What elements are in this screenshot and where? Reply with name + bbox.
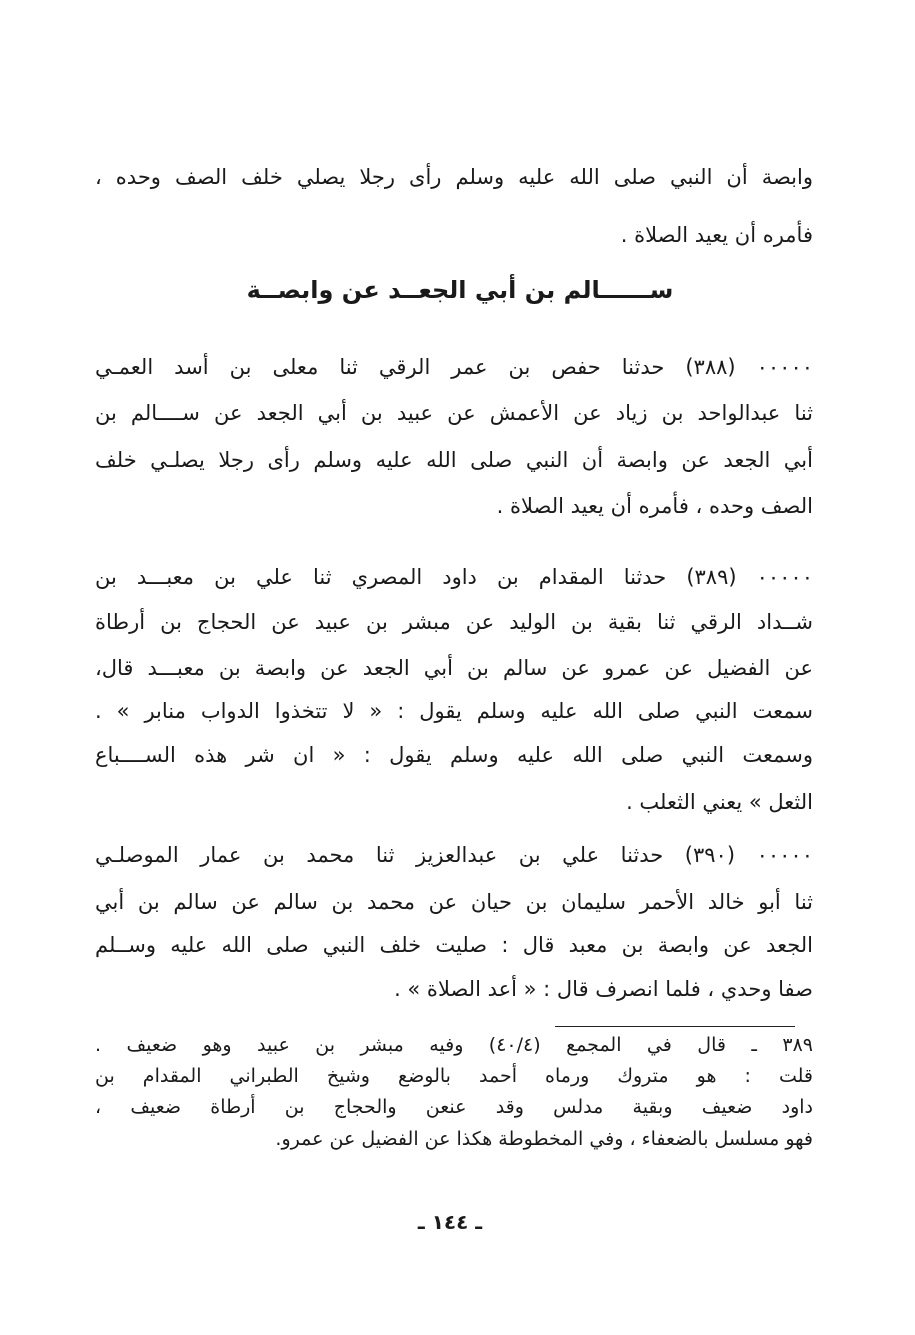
hadith-388-line: الصف وحده ، فأمره أن يعيد الصلاة . <box>496 494 813 518</box>
hadith-389-line: الثعل » يعني الثعلب . <box>626 790 813 814</box>
hadith-389-line: ٠٠٠٠٠ (٣٨٩) حدثنا المقدام بن داود المصري ثنا علي بن معبـــد بن <box>95 565 813 589</box>
footnote-line: داود ضعيف وبقية مدلس وقد عنعن والحجاج بن أرطاة ضعيف ، <box>95 1096 813 1118</box>
page-number: ـ ١٤٤ ـ <box>417 1210 483 1234</box>
footnote-divider <box>555 1026 795 1027</box>
hadith-388-line: ثنا عبدالواحد بن زياد عن الأعمش عن عبيد بن أبي الجعد عن ســــالم بن <box>95 401 813 425</box>
hadith-389-line: عن الفضيل عن عمرو عن سالم بن أبي الجعد عن وابصة بن معبـــد قال، <box>95 656 813 680</box>
hadith-390-line: صفا وحدي ، فلما انصرف قال : « أعد الصلاة » . <box>394 977 813 1001</box>
hadith-390-line: الجعد عن وابصة بن معبد قال : صليت خلف النبي صلى الله عليه وســلم <box>95 933 813 957</box>
hadith-389-line: شــداد الرقي ثنا بقية بن الوليد عن مبشر بن عبيد عن الحجاج بن أرطاة <box>95 610 813 634</box>
hadith-388-line: أبي الجعد عن وابصة أن النبي صلى الله عليه وسلم رأى رجلا يصلـي خلف <box>95 448 813 472</box>
section-heading: ســــــالم بن أبي الجعــد عن وابصــة <box>246 276 674 304</box>
hadith-389-line: وسمعت النبي صلى الله عليه وسلم يقول : « ان شر هذه الســــباع <box>95 743 813 767</box>
hadith-388-line: ٠٠٠٠٠ (٣٨٨) حدثنا حفص بن عمر الرقي ثنا معلى بن أسد العمـي <box>95 355 813 379</box>
hadith-390-line: ثنا أبو خالد الأحمر سليمان بن حيان عن محمد بن سالم عن سالم بن أبي <box>95 890 813 914</box>
footnote-line: قلت : هو متروك ورماه أحمد بالوضع وشيخ الطبراني المقدام بن <box>95 1065 813 1087</box>
hadith-390-line: ٠٠٠٠٠ (٣٩٠) حدثنا علي بن عبدالعزيز ثنا محمد بن عمار الموصلـي <box>95 843 813 867</box>
footnote-line: ٣٨٩ ـ قال في المجمع (٤٠/٤) وفيه مبشر بن عبيد وهو ضعيف . <box>95 1034 813 1056</box>
hadith-389-line: سمعت النبي صلى الله عليه وسلم يقول : « لا تتخذوا الدواب منابر » . <box>95 699 813 723</box>
intro-line-2: فأمره أن يعيد الصلاة . <box>620 223 813 247</box>
intro-line-1: وابصة أن النبي صلى الله عليه وسلم رأى رجلا يصلي خلف الصف وحده ، <box>95 165 813 189</box>
footnote-line: فهو مسلسل بالضعفاء ، وفي المخطوطة هكذا عن الفضيل عن عمرو. <box>275 1128 813 1150</box>
